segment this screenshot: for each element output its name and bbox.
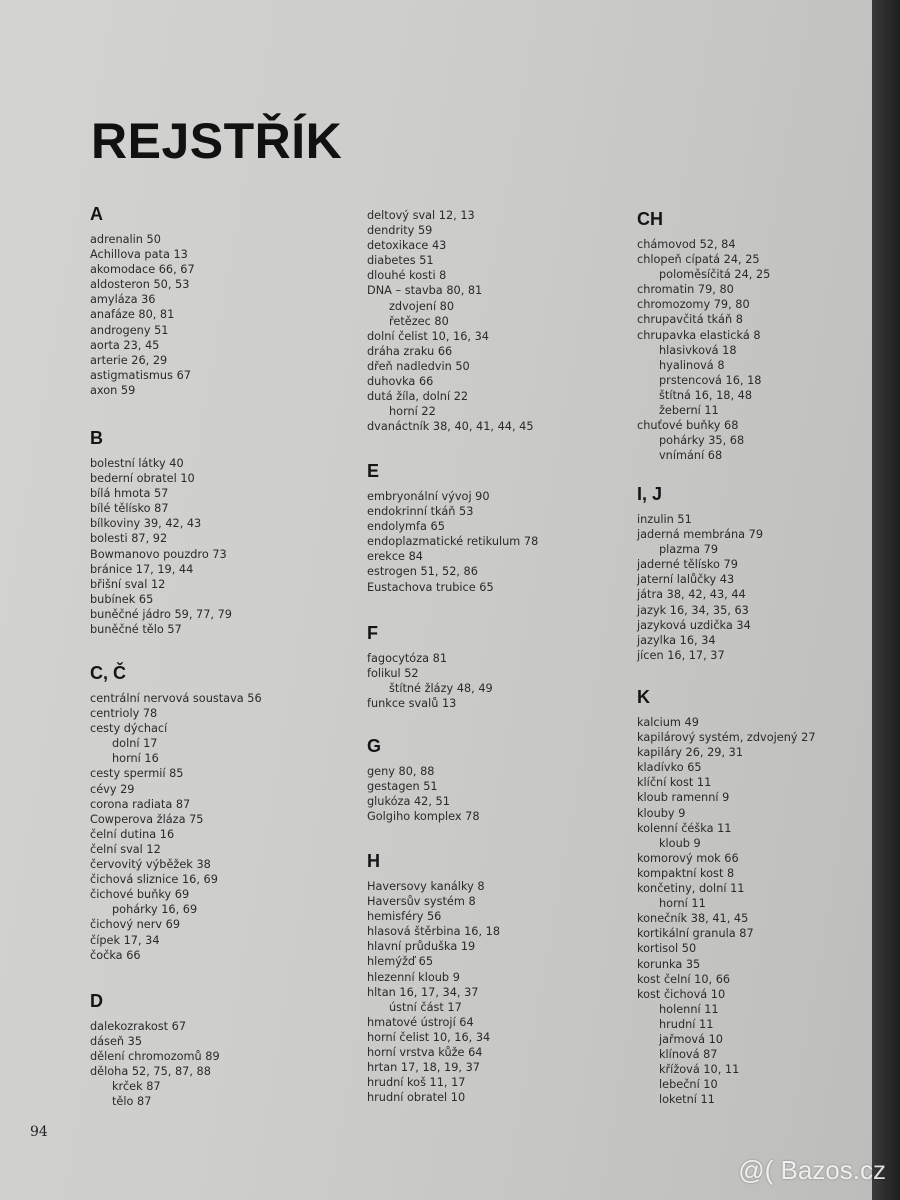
page-title: REJSTŘÍK — [91, 113, 343, 169]
index-entry: corona radiata 87 — [90, 797, 191, 811]
index-entry: Haversovy kanálky 8 — [367, 880, 485, 893]
page-edge-shadow — [872, 0, 900, 1200]
index-entry: klouby 9 — [637, 806, 686, 820]
index-entry: buněčné jádro 59, 77, 79 — [90, 607, 232, 621]
index-subentry: dolní 17 — [112, 737, 158, 751]
index-entry: kalcium 49 — [637, 716, 699, 729]
index-section — [367, 623, 493, 711]
index-entry: adrenalin 50 — [90, 233, 161, 246]
index-subentry: vnímání 68 — [659, 449, 723, 463]
index-entry: červovitý výběžek 38 — [90, 858, 211, 872]
section-letter: C, Č — [90, 663, 126, 683]
index-subentry: holenní 11 — [659, 1002, 719, 1016]
index-entry: kloub ramenní 9 — [637, 791, 730, 805]
index-entry: čichové buňky 69 — [90, 888, 190, 902]
index-entry: čípek 17, 34 — [90, 933, 160, 947]
index-entry: geny 80, 88 — [367, 765, 435, 778]
index-entry: endolymfa 65 — [367, 520, 445, 534]
index-entry: androgeny 51 — [90, 323, 169, 337]
index-subentry: klínová 87 — [659, 1048, 718, 1062]
index-entry: jazylka 16, 34 — [637, 633, 716, 647]
index-entry: jazyk 16, 34, 35, 63 — [637, 603, 749, 617]
index-entry: dendrity 59 — [367, 224, 433, 238]
index-entry: čočka 66 — [90, 948, 141, 962]
index-section — [90, 663, 262, 963]
index-entry: horní vrstva kůže 64 — [367, 1046, 483, 1060]
index-entry: Cowperova žláza 75 — [90, 812, 204, 826]
index-entry: Achillova pata 13 — [90, 248, 188, 262]
index-subentry: hrudní 11 — [659, 1017, 714, 1031]
index-entry: končetiny, dolní 11 — [637, 882, 745, 896]
index-entry: bolestní látky 40 — [90, 457, 184, 470]
index-entry: bubínek 65 — [90, 592, 154, 606]
index-entry: dutá žíla, dolní 22 — [367, 390, 469, 404]
index-subentry: pohárky 16, 69 — [112, 903, 198, 917]
index-entry: játra 38, 42, 43, 44 — [637, 588, 746, 602]
index-entry: anafáze 80, 81 — [90, 308, 175, 322]
index-subentry: horní 16 — [112, 752, 159, 766]
index-entry: bolesti 87, 92 — [90, 532, 168, 546]
index-entry: glukóza 42, 51 — [367, 795, 450, 809]
index-entry: DNA – stavba 80, 81 — [367, 284, 483, 298]
index-entry: embryonální vývoj 90 — [367, 490, 490, 503]
index-section — [637, 687, 816, 1107]
index-entry: hrudní obratel 10 — [367, 1091, 466, 1105]
index-entry: dáseň 35 — [90, 1035, 143, 1049]
index-entry: kost čelní 10, 66 — [637, 972, 731, 986]
index-entry: hlavní průduška 19 — [367, 940, 476, 954]
index-entry: čelní sval 12 — [90, 842, 161, 856]
index-entry: konečník 38, 41, 45 — [637, 912, 749, 926]
index-entry: diabetes 51 — [367, 254, 434, 268]
index-entry: kost čichová 10 — [637, 987, 726, 1001]
index-entry: korunka 35 — [637, 957, 701, 971]
index-subentry: krček 87 — [112, 1080, 161, 1094]
index-entry: endoplazmatické retikulum 78 — [367, 535, 539, 549]
index-section — [367, 851, 500, 1105]
index-entry: čichová sliznice 16, 69 — [90, 873, 218, 887]
index-entry: horní čelist 10, 16, 34 — [367, 1030, 491, 1044]
index-subentry: loketní 11 — [659, 1093, 715, 1107]
index-entry: cesty dýchací — [90, 722, 168, 736]
index-entry: dlouhé kosti 8 — [367, 269, 447, 283]
index-entry: čelní dutina 16 — [90, 827, 175, 841]
index-entry: hemisféry 56 — [367, 910, 442, 924]
index-entry: jazyková uzdička 34 — [637, 618, 751, 632]
section-letter: I, J — [637, 484, 663, 504]
index-entry: deltový sval 12, 13 — [367, 209, 475, 222]
index-entry: kortikální granula 87 — [637, 927, 754, 941]
index-section — [637, 209, 770, 463]
index-entry: jaterní lalůčky 43 — [637, 573, 735, 587]
index-subentry: jařmová 10 — [659, 1032, 723, 1046]
index-subentry: plazma 79 — [659, 543, 719, 557]
index-subentry: štítné žlázy 48, 49 — [389, 682, 493, 696]
index-entry: fagocytóza 81 — [367, 652, 448, 665]
index-entry: komorový mok 66 — [637, 851, 739, 865]
index-entry: dělení chromozomů 89 — [90, 1050, 220, 1064]
index-entry: hrudní koš 11, 17 — [367, 1076, 466, 1090]
index-entry: Eustachova trubice 65 — [367, 580, 494, 594]
index-section — [367, 461, 538, 595]
index-entry: akomodace 66, 67 — [90, 263, 195, 277]
index-entry: děloha 52, 75, 87, 88 — [90, 1065, 211, 1079]
section-letter: CH — [637, 209, 663, 229]
index-entry: inzulin 51 — [637, 513, 692, 526]
index-entry: hlasová štěrbina 16, 18 — [367, 925, 501, 939]
index-entry: jaderná membrána 79 — [637, 528, 764, 542]
index-entry: chámovod 52, 84 — [637, 238, 736, 251]
index-entry: kolenní čéška 11 — [637, 821, 732, 835]
index-entry: Haversův systém 8 — [367, 895, 476, 909]
index-entry: bederní obratel 10 — [90, 472, 195, 486]
index-subentry: poloměsíčitá 24, 25 — [659, 268, 771, 282]
index-entry: dalekozrakost 67 — [90, 1020, 187, 1033]
index-entry: kortisol 50 — [637, 942, 697, 956]
index-entry: estrogen 51, 52, 86 — [367, 565, 478, 579]
index-entry: amyláza 36 — [90, 293, 156, 307]
index-subentry: štítná 16, 18, 48 — [659, 388, 753, 402]
index-entry: bránice 17, 19, 44 — [90, 562, 194, 576]
index-entry: kompaktní kost 8 — [637, 866, 735, 880]
index-entry: aldosteron 50, 53 — [90, 278, 190, 292]
index-subentry: zdvojení 80 — [389, 299, 455, 313]
index-entry: chromozomy 79, 80 — [637, 298, 750, 312]
index-subentry: horní 22 — [389, 405, 436, 419]
section-letter: B — [90, 428, 103, 448]
index-entry: chromatin 79, 80 — [637, 283, 734, 297]
index-subentry: hlasivková 18 — [659, 343, 737, 357]
section-letter: F — [367, 623, 378, 643]
section-letter: D — [90, 991, 103, 1011]
index-entry: gestagen 51 — [367, 780, 438, 794]
section-letter: K — [637, 687, 650, 707]
section-letter: G — [367, 736, 382, 756]
index-entry: duhovka 66 — [367, 375, 434, 389]
index-entry: chrupavčitá tkáň 8 — [637, 313, 743, 327]
index-entry: čichový nerv 69 — [90, 918, 180, 932]
index-subentry: hyalinová 8 — [659, 358, 725, 372]
index-entry: chuťové buňky 68 — [637, 419, 739, 433]
index-entry: axon 59 — [90, 383, 136, 397]
index-entry: klíční kost 11 — [637, 776, 712, 790]
index-section — [367, 736, 480, 824]
index-entry: bílé tělísko 87 — [90, 502, 169, 516]
index-entry: kapiláry 26, 29, 31 — [637, 746, 744, 760]
index-subentry: prstencová 16, 18 — [659, 373, 762, 387]
index-entry: centrální nervová soustava 56 — [90, 692, 262, 705]
index-entry: buněčné tělo 57 — [90, 623, 182, 637]
page-number: 94 — [30, 1124, 48, 1140]
index-entry: bílkoviny 39, 42, 43 — [90, 517, 202, 531]
index-entry: jaderné tělísko 79 — [637, 558, 738, 572]
watermark: @( Bazos.cz — [738, 1155, 886, 1185]
index-entry: Golgiho komplex 78 — [367, 810, 480, 824]
index-subentry: křížová 10, 11 — [659, 1063, 740, 1077]
index-entry: kapilárový systém, zdvojený 27 — [637, 731, 816, 745]
index-entry: funkce svalů 13 — [367, 697, 457, 711]
index-entry: Bowmanovo pouzdro 73 — [90, 547, 227, 561]
index-entry: erekce 84 — [367, 550, 423, 564]
index-subentry: řetězec 80 — [389, 314, 449, 328]
index-entry: detoxikace 43 — [367, 239, 447, 253]
section-letter: H — [367, 851, 380, 871]
index-entry: břišní sval 12 — [90, 577, 166, 591]
index-subentry: tělo 87 — [112, 1095, 152, 1109]
index-entry: hlezenní kloub 9 — [367, 970, 460, 984]
index-entry: hmatové ústrojí 64 — [367, 1015, 474, 1029]
index-entry: jícen 16, 17, 37 — [637, 648, 725, 662]
index-section — [637, 484, 763, 663]
index-entry: cévy 29 — [90, 782, 135, 796]
index-entry: cesty spermií 85 — [90, 767, 184, 781]
index-entry: dvanáctník 38, 40, 41, 44, 45 — [367, 420, 534, 434]
index-section — [90, 204, 195, 398]
index-entry: hrtan 17, 18, 19, 37 — [367, 1061, 480, 1075]
index-section — [90, 991, 220, 1110]
index-entry: centrioly 78 — [90, 707, 158, 721]
section-letter: E — [367, 461, 380, 481]
index-subentry: pohárky 35, 68 — [659, 434, 745, 448]
index-entry: bílá hmota 57 — [90, 487, 169, 501]
index-entry: aorta 23, 45 — [90, 338, 160, 352]
index-entry: kladívko 65 — [637, 761, 702, 775]
index-entry: astigmatismus 67 — [90, 368, 191, 382]
index-entry: hltan 16, 17, 34, 37 — [367, 985, 479, 999]
index-entry: chrupavka elastická 8 — [637, 328, 761, 342]
index-subentry: lebeční 10 — [659, 1078, 718, 1092]
index-entry: folikul 52 — [367, 667, 419, 681]
index-subentry: žeberní 11 — [659, 404, 719, 418]
index-entry: dráha zraku 66 — [367, 344, 453, 358]
index-section — [367, 208, 534, 434]
index-entry: chlopeň cípatá 24, 25 — [637, 253, 760, 267]
index-entry: dřeň nadledvin 50 — [367, 359, 470, 373]
index-subentry: ústní část 17 — [389, 1000, 462, 1014]
index-entry: arterie 26, 29 — [90, 353, 168, 367]
index-subentry: horní 11 — [659, 897, 706, 911]
index-entry: hlemýžď 65 — [367, 955, 434, 969]
index-entry: dolní čelist 10, 16, 34 — [367, 329, 489, 343]
index-subentry: kloub 9 — [659, 836, 701, 850]
section-letter: A — [90, 204, 103, 224]
index-entry: endokrinní tkáň 53 — [367, 505, 474, 519]
index-section — [90, 428, 232, 637]
